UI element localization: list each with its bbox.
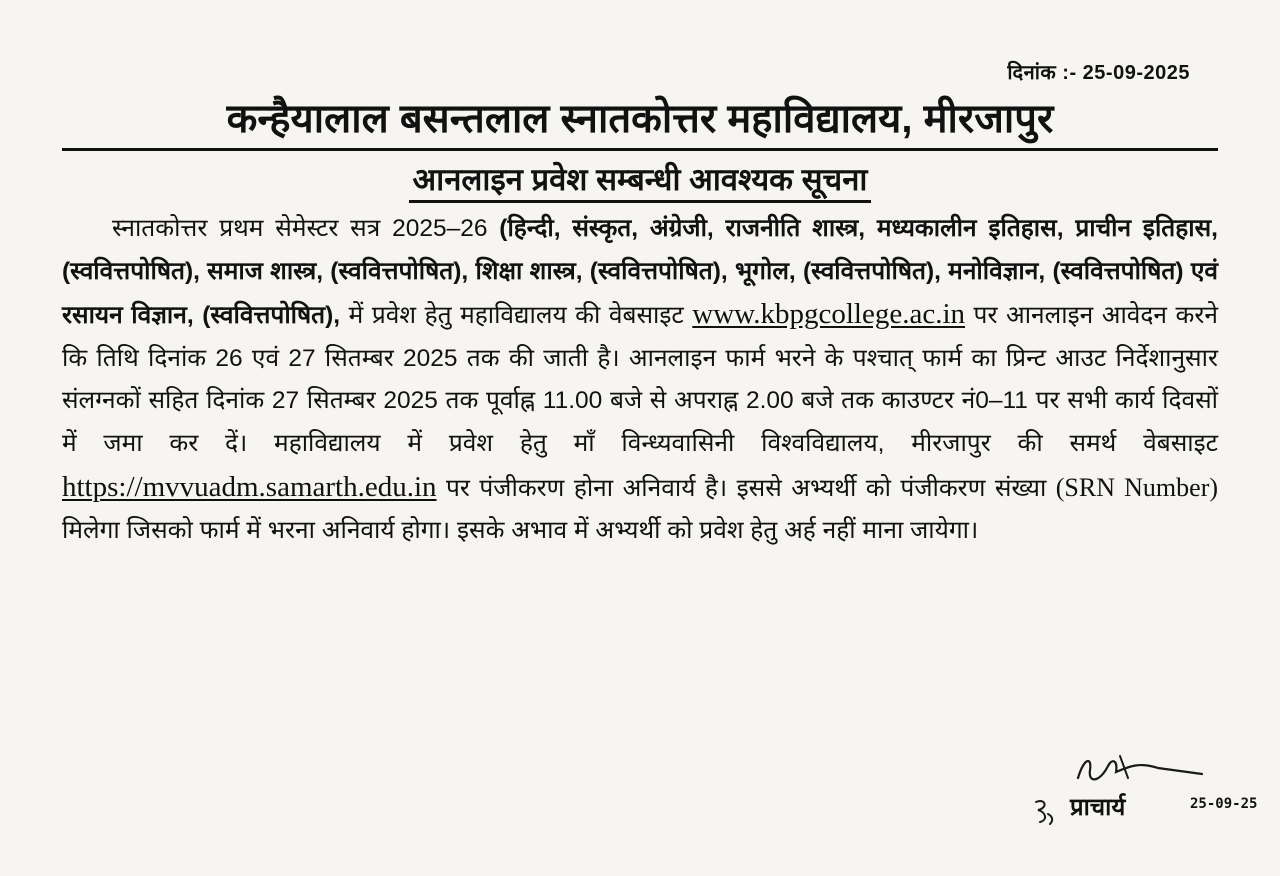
samarth-website-link[interactable]: https://mvvuadm.samarth.edu.in: [62, 470, 437, 503]
body-text-registration: पर पंजीकरण होना अनिवार्य है। इससे अभ्यर्थी को पंजीकरण संख्या: [436, 474, 1056, 502]
notice-date: दिनांक :- 25-09-2025: [1007, 62, 1190, 84]
body-subjects-list: (हिन्दी, संस्कृत, अंग्रेजी, राजनीति शास्त्र, मध्यकालीन इतिहास, प्राचीन इतिहास, (स्ववित्तपोषित), समाज शास्त्र, (स्ववित्तपोषित), शिक्षा शास्त्र, (स्ववित्तपोषित), भूगोल, (स्ववित्तपोषित), मनोविज्ञान, (स्ववित्तपोषित) एवं रसायन विज्ञान, (स्ववित्तपोषित),: [62, 215, 1218, 330]
handwritten-signature-icon: [1070, 748, 1220, 793]
notice-body: [62, 208, 1218, 553]
body-text-dates: पर आनलाइन आवेदन करने कि तिथि दिनांक 26 एवं 27 सितम्बर 2025 तक की जाती है। आनलाइन फार्म भरने के पश्चात् फार्म का प्रिन्ट आउट निर्देशानुसार संलग्नकों सहित दिनांक 27 सितम्बर 2025 तक पूर्वाह्न 11.00 बजे से अपराह्न 2.00 बजे तक काउण्टर नं0–11 पर सभी कार्य दिवसों में जमा कर दें। महाविद्यालय में प्रवेश हेतु माँ विन्ध्यवासिनी विश्वविद्यालय, मीरजापुर की समर्थ वेबसाइट: [62, 302, 1218, 457]
srn-number-text: (SRN Number): [1055, 472, 1219, 502]
college-website-link[interactable]: www.kbpgcollege.ac.in: [692, 298, 966, 331]
principal-label: प्राचार्य: [1070, 794, 1126, 821]
subject-heading: आनलाइन प्रवेश सम्बन्धी आवश्यक सूचना: [409, 160, 872, 203]
subject-heading-wrap: [0, 160, 1280, 203]
signature-date: 25-09-25: [1190, 796, 1258, 812]
signature-block: [1030, 748, 1270, 838]
body-text-intro: स्नातकोत्तर प्रथम सेमेस्टर सत्र 2025–26: [112, 215, 500, 242]
body-text-closing: मिलेगा जिसको फार्म में भरना अनिवार्य होगा। इसके अभाव में अभ्यर्थी को प्रवेश हेतु अर्ह नहीं माना जायेगा।: [62, 517, 979, 545]
body-text-website: में प्रवेश हेतु महाविद्यालय की वेबसाइट: [340, 302, 693, 330]
initial-mark-icon: [1032, 796, 1056, 826]
college-name-heading: कन्हैयालाल बसन्तलाल स्नातकोत्तर महाविद्यालय, मीरजापुर: [62, 92, 1218, 151]
